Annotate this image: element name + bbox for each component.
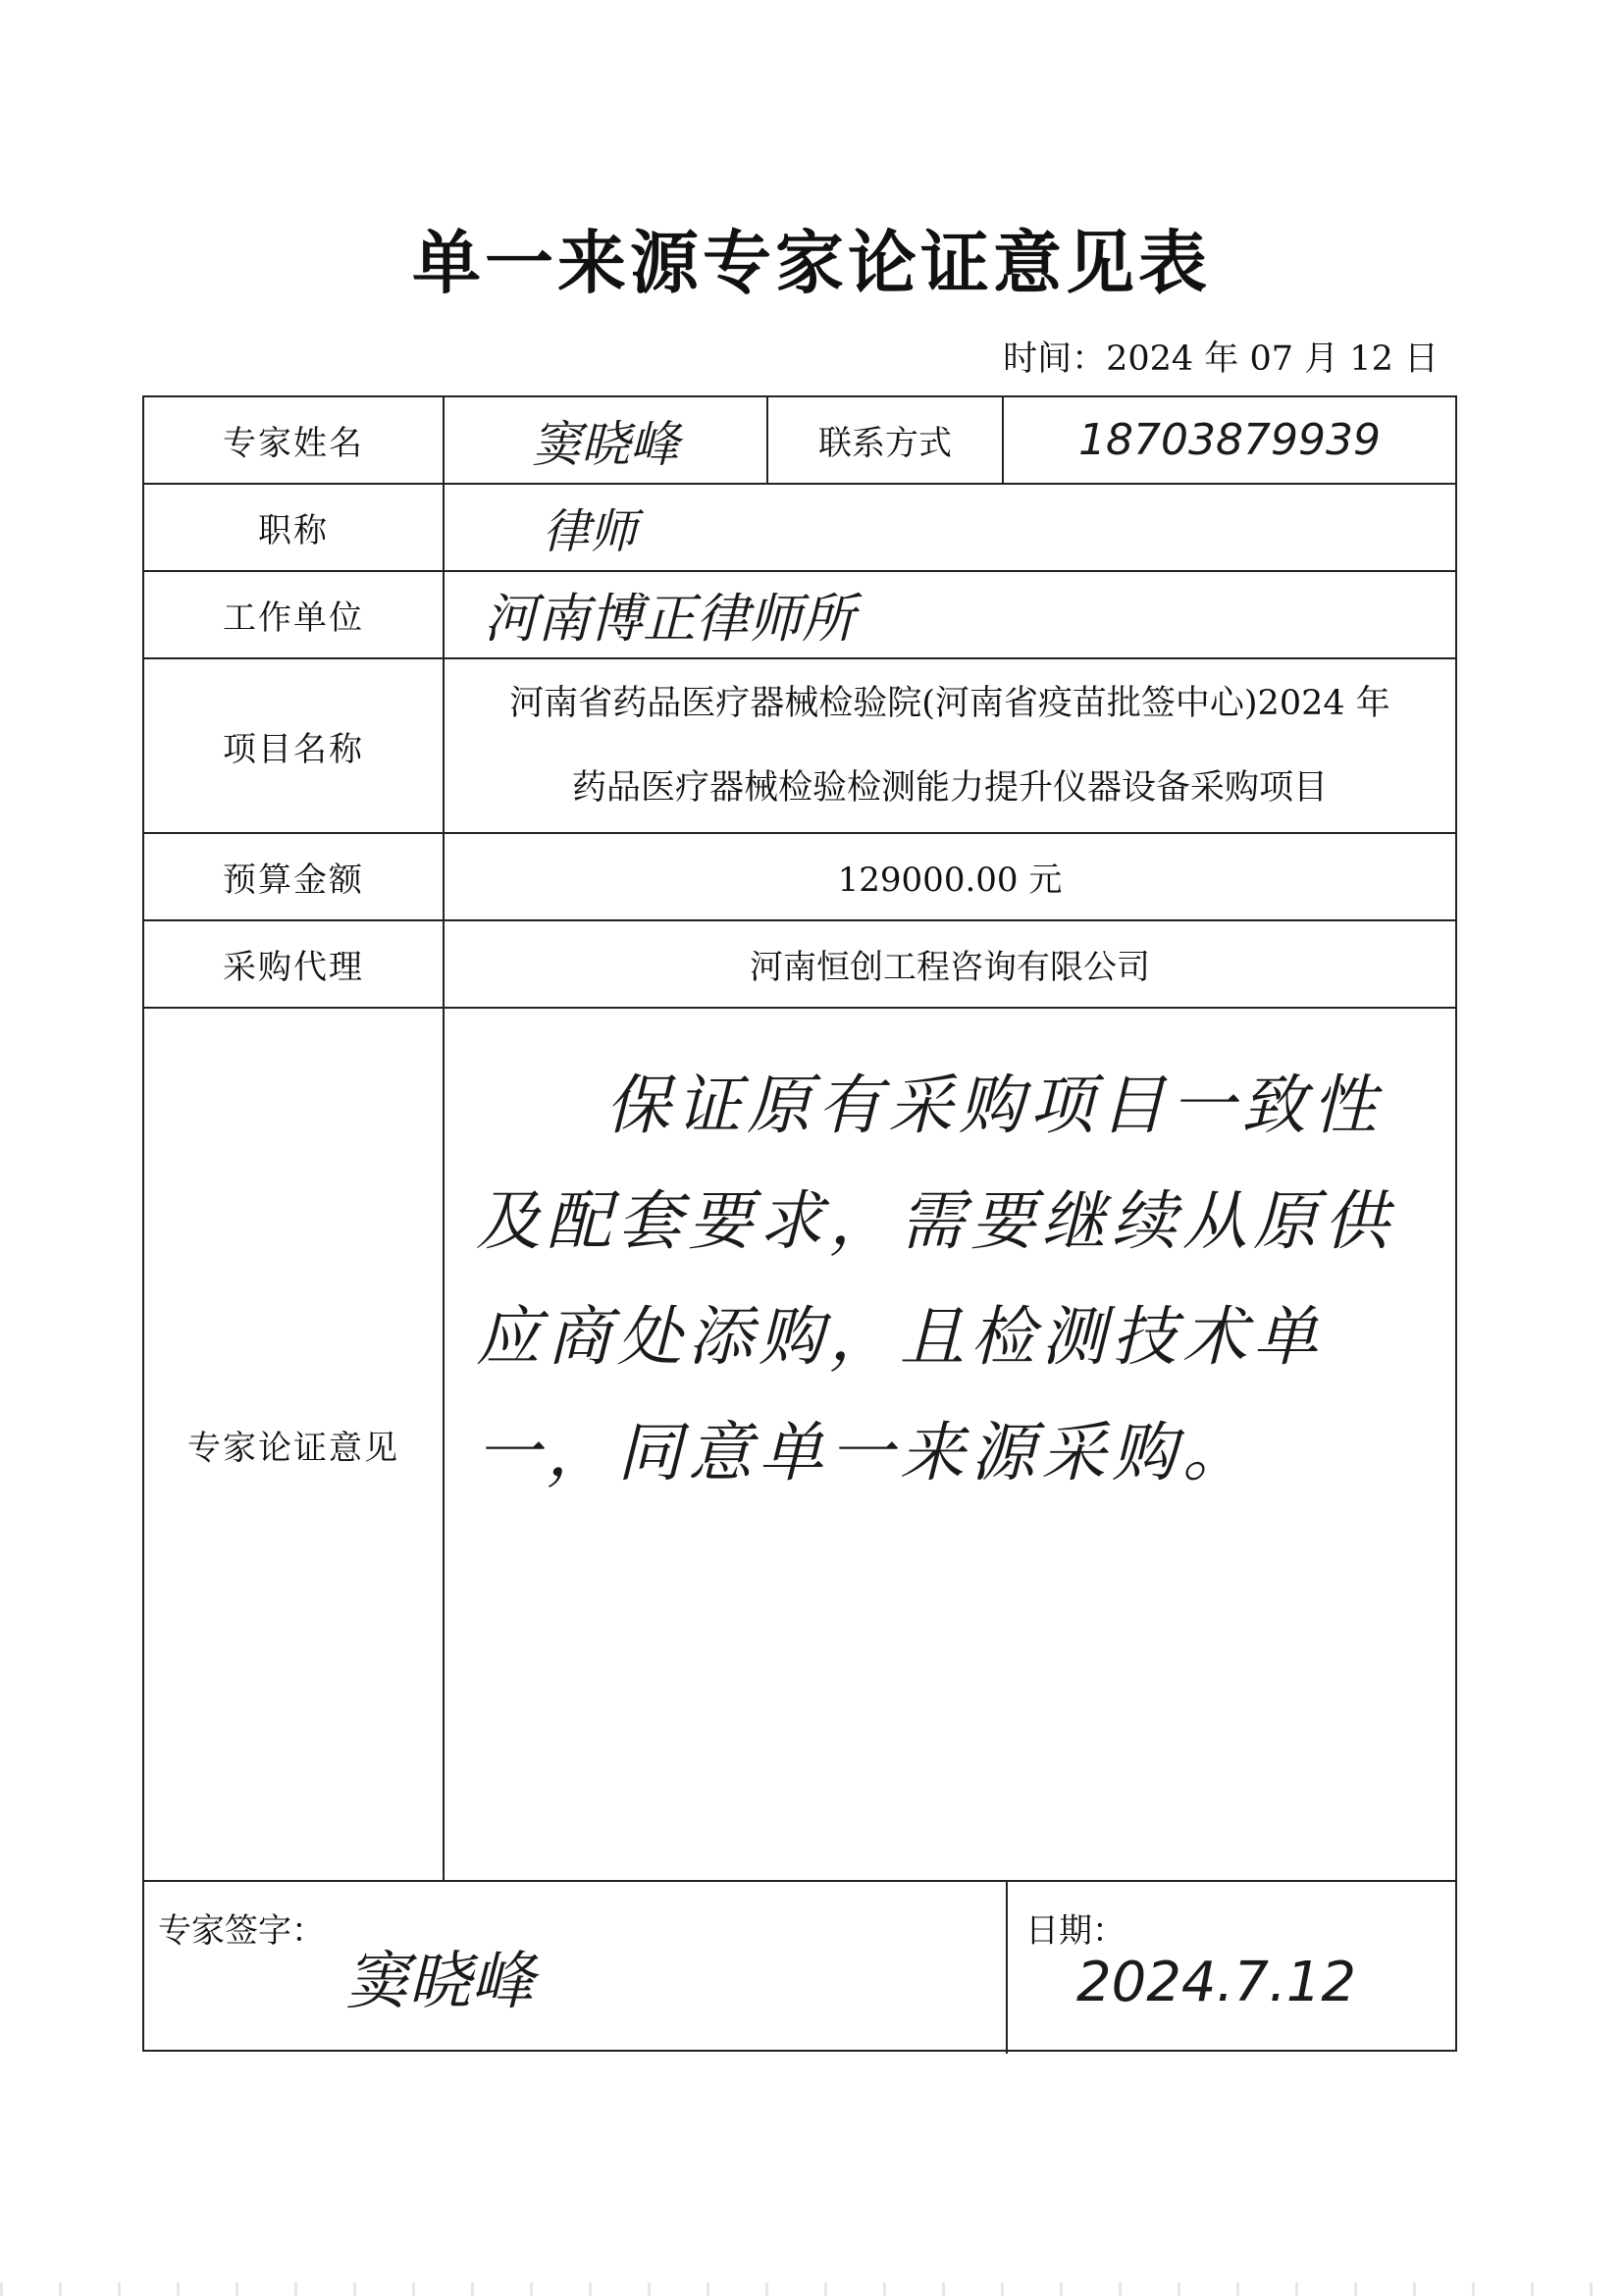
row-agency xyxy=(144,921,1455,1009)
page-title: 单一来源专家论证意见表 xyxy=(412,223,1211,303)
opinion-cell xyxy=(445,1009,1455,1880)
row-workplace xyxy=(144,572,1455,659)
row-budget xyxy=(144,834,1455,921)
sign-date-cell xyxy=(1008,1882,1455,2054)
project-line-2: 药品医疗器械检验检测能力提升仪器设备采购项目 xyxy=(571,768,1328,808)
row-project xyxy=(144,659,1455,834)
opinion-label: 专家论证意见 xyxy=(144,1009,445,1880)
opinion-form xyxy=(142,395,1457,2052)
date-year-unit: 年 xyxy=(1204,339,1239,379)
signature-label: 专家签字： xyxy=(158,1911,325,1951)
expert-name-label: 专家姓名 xyxy=(144,397,445,483)
date-year: 2024 xyxy=(1106,339,1194,379)
date-month: 07 xyxy=(1249,339,1293,379)
row-title xyxy=(144,485,1455,572)
date-month-unit: 月 xyxy=(1304,339,1339,379)
contact-value: 18703879939 xyxy=(1078,415,1381,465)
signature-value: 窦晓峰 xyxy=(345,1946,534,2018)
signature-cell xyxy=(144,1882,1008,2054)
budget-label: 预算金额 xyxy=(144,834,445,919)
date-prefix: 时间： xyxy=(1003,339,1107,379)
budget-value: 129000.00 元 xyxy=(837,861,1063,900)
workplace-value: 河南博正律师所 xyxy=(484,588,855,650)
row-signature xyxy=(144,1882,1455,2054)
project-label: 项目名称 xyxy=(144,659,445,832)
project-line-1: 河南省药品医疗器械检验院(河南省疫苗批签中心)2024 年 xyxy=(509,684,1390,723)
expert-name-value: 窦晓峰 xyxy=(445,397,768,483)
date-day: 12 xyxy=(1349,339,1393,379)
date-day-unit: 日 xyxy=(1403,339,1439,379)
scan-noise xyxy=(0,2282,1623,2296)
title-label: 职称 xyxy=(144,485,445,570)
agency-label: 采购代理 xyxy=(144,921,445,1007)
date-line xyxy=(1003,332,1439,381)
row-opinion xyxy=(144,1009,1455,1882)
agency-value: 河南恒创工程咨询有限公司 xyxy=(750,948,1150,987)
row-expert-name xyxy=(144,397,1455,485)
contact-label: 联系方式 xyxy=(768,397,1004,483)
title-value: 律师 xyxy=(543,504,638,559)
sign-date-value: 2024.7.12 xyxy=(1076,1951,1357,2014)
sign-date-label: 日期： xyxy=(1025,1911,1126,1951)
workplace-label: 工作单位 xyxy=(144,572,445,657)
opinion-value: 保证原有采购项目一致性及配套要求，需要继续从原供应商处添购，且检测技术单一，同意单一来源采购。 xyxy=(476,1068,1394,1490)
project-value xyxy=(445,659,1455,832)
